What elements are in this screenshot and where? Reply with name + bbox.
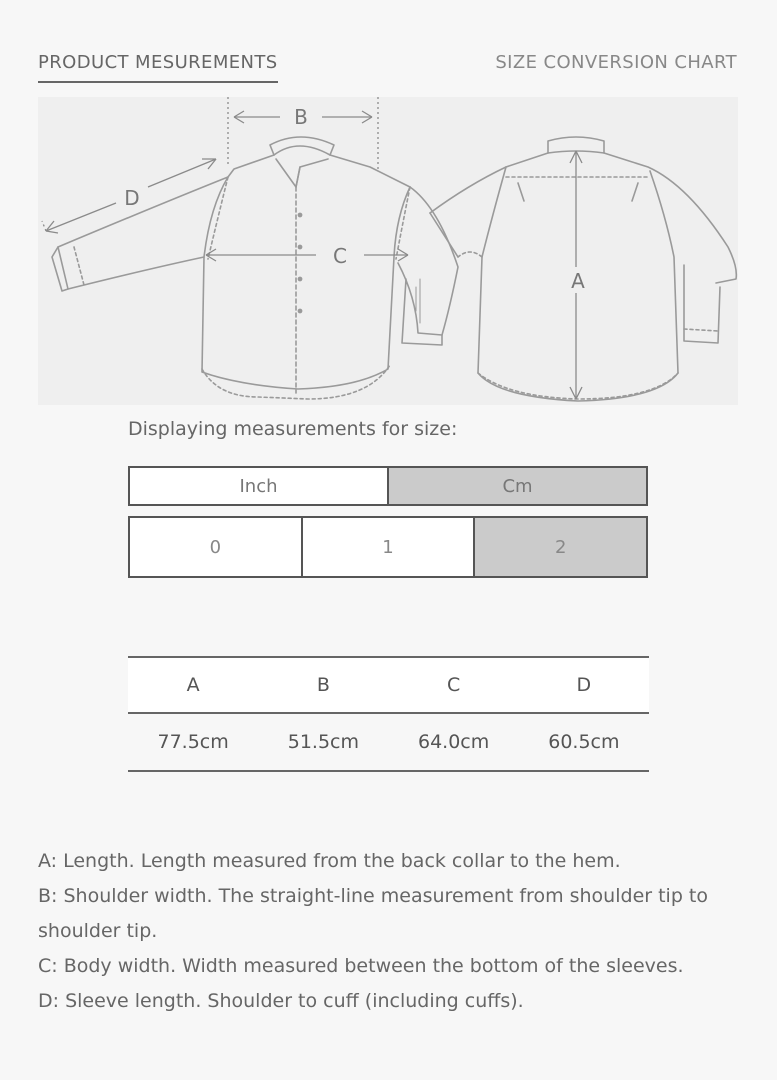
measurement-descriptions	[38, 844, 743, 1019]
unit-toggle	[128, 466, 648, 506]
description-a: A: Length. Length measured from the back collar to the hem.	[38, 850, 621, 872]
description-b: B: Shoulder width. The straight-line measurement from shoulder tip to shoulder tip.	[38, 885, 709, 942]
tab-bar	[0, 0, 777, 100]
size-option-2[interactable]: 2	[473, 518, 646, 576]
description-c: C: Body width. Width measured between the bottom of the sleeves.	[38, 955, 684, 977]
value-d: 60.5cm	[519, 713, 649, 771]
size-option-0[interactable]: 0	[130, 518, 301, 576]
value-b: 51.5cm	[258, 713, 388, 771]
table-header-row	[128, 657, 649, 713]
unit-option-cm[interactable]: Cm	[387, 468, 646, 504]
size-option-1[interactable]: 1	[301, 518, 474, 576]
label-b: B	[294, 105, 308, 129]
measurements-table	[128, 656, 649, 772]
tab-product-measurements[interactable]: PRODUCT MESUREMENTS	[38, 52, 278, 83]
label-c: C	[333, 244, 347, 268]
label-d: D	[124, 186, 140, 210]
shirt-measurement-illustration	[38, 97, 738, 405]
tab-size-conversion-chart[interactable]: SIZE CONVERSION CHART	[495, 52, 737, 73]
table-row	[128, 713, 649, 771]
column-header-a: A	[128, 657, 258, 713]
shirt-diagram-svg	[38, 97, 738, 405]
measurement-guides	[42, 97, 582, 399]
column-header-d: D	[519, 657, 649, 713]
column-header-b: B	[258, 657, 388, 713]
size-caption: Displaying measurements for size:	[128, 418, 458, 440]
label-a: A	[571, 269, 585, 293]
value-c: 64.0cm	[389, 713, 519, 771]
size-selector	[128, 516, 648, 578]
unit-option-inch[interactable]: Inch	[130, 468, 387, 504]
value-a: 77.5cm	[128, 713, 258, 771]
description-d: D: Sleeve length. Shoulder to cuff (including cuffs).	[38, 990, 524, 1012]
column-header-c: C	[389, 657, 519, 713]
front-shirt-outline	[52, 137, 458, 399]
